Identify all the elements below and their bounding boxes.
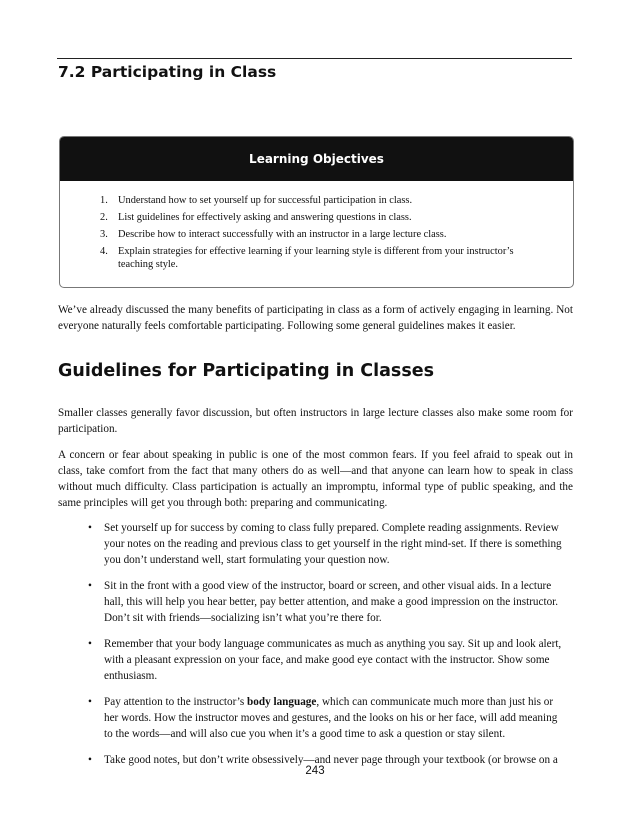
learning-objectives-title: Learning Objectives — [249, 152, 384, 166]
objective-item: 2. List guidelines for effectively asking and answering questions in class. — [100, 212, 412, 223]
list-item: • Set yourself up for success by coming to class fully prepared. Complete reading assignments. Review your notes on the reading and previous class to get yourself in the right mind-set. If there is something you don’t understand well, start formulating your question now. — [88, 522, 562, 566]
learning-objectives-header — [60, 137, 573, 181]
learning-objectives-box — [59, 136, 574, 288]
list-item: • Pay attention to the instructor’s body language, which can communicate much more than just his or her words. How the instructor moves and gestures, and the looks on his or her face, will add meaning to the words—and will also cue you when it’s a good time to ask a question or stay silent. — [88, 696, 558, 740]
objective-item: 4. Explain strategies for effective learning if your learning style is different from your instructor’s teaching style. — [100, 246, 514, 270]
bullet-marker: • — [88, 580, 92, 592]
header-rule — [57, 58, 572, 59]
key-term: body language — [247, 696, 317, 708]
bullet-marker: • — [88, 696, 92, 708]
body-paragraph: A concern or fear about speaking in public is one of the most common fears. If you feel afraid to speak out in class, take comfort from the fact that many others do as well—and that anyone can learn how to speak in class without much difficulty. Class participation is actually an impromptu, informal type of public speaking, and the same principles will get you through both: preparing and communicating. — [58, 449, 573, 509]
learning-objectives-list — [100, 194, 540, 275]
chapter-title: 7.2 Participating in Class — [58, 63, 277, 81]
guidelines-list — [88, 520, 566, 778]
intro-paragraph: We’ve already discussed the many benefits of participating in class as a form of actively engaging in learning. Not everyone naturally feels comfortable participating. Following some general guidelines makes it easier. — [58, 304, 573, 332]
objective-item: 1. Understand how to set yourself up for successful participation in class. — [100, 195, 413, 206]
list-item: • Remember that your body language communicates as much as anything you say. Sit up and look alert, with a pleasant expression on your face, and make good eye contact with the instructor. Show some enthusiasm. — [88, 638, 562, 682]
section-heading: Guidelines for Participating in Classes — [58, 361, 435, 381]
list-item: • Sit in the front with a good view of the instructor, board or screen, and other visual aids. In a lecture hall, this will help you hear better, pay better attention, and make a good impression on the instructor. Don’t sit with friends—socializing isn’t what you’re there for. — [88, 580, 559, 624]
bullet-marker: • — [88, 522, 92, 534]
page-number: 243 — [305, 765, 325, 777]
bullet-marker: • — [88, 754, 92, 766]
objective-item: 3. Describe how to interact successfully with an instructor in a large lecture class. — [100, 229, 447, 240]
body-paragraph: Smaller classes generally favor discussion, but often instructors in large lecture classes also make some room for participation. — [58, 407, 573, 435]
bullet-marker: • — [88, 638, 92, 650]
list-item: • Take good notes, but don’t write obsessively—and never page through your textbook (or browse on a — [88, 754, 558, 766]
